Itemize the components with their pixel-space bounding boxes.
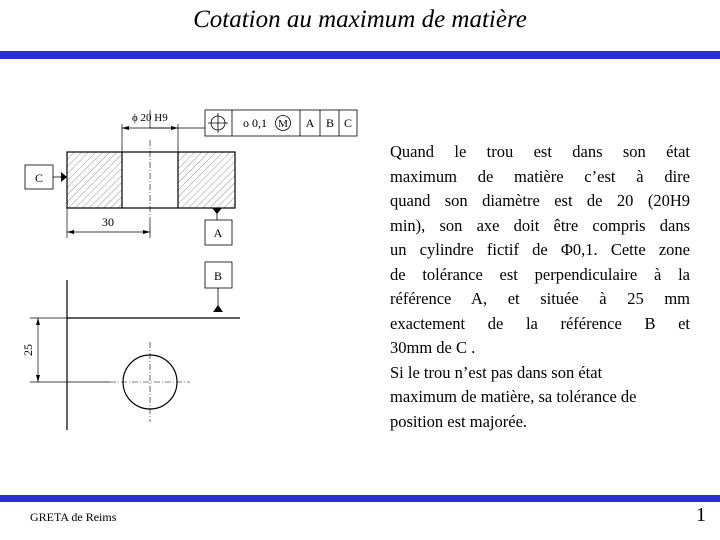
footer-divider [0,495,720,502]
text-line: min), son axe doit être compris dans [390,215,690,235]
datum-c-label: C [34,171,44,185]
page-number: 1 [696,504,706,526]
text-line: maximum de matière c’est à dire [390,166,690,186]
section-left-hatch [67,152,122,208]
datum-ref-c: C [343,116,353,130]
text-line: un cylindre fictif de Φ0,1. Cette zone [390,240,690,259]
technical-drawing [0,100,370,440]
explanation-text [390,140,690,434]
text-line: de tolérance est perpendiculaire à la [390,264,690,284]
header-divider [0,51,720,59]
text-line: exactement de la référence B et [390,313,690,333]
datum-ref-a: A [305,116,315,130]
tolerance-value: o 0,1 [243,116,267,130]
datum-ref-b: B [325,116,335,130]
mmc-modifier: M [278,118,288,130]
text-line: quand son diamètre est de 20 (20H9 [390,191,690,210]
page-title: Cotation au maximum de matière [193,6,527,33]
text-line: position est majorée. [390,411,528,431]
dim-30: 30 [102,215,114,229]
dim-25: 25 [21,344,35,356]
text-line: Si le trou n’est pas dans son état [390,362,603,382]
diameter-label: ϕ 20 H9 [132,112,168,124]
datum-b-label: B [213,269,223,283]
text-line: 30mm de C . [390,338,476,357]
text-line: Quand le trou est dans son état [390,142,690,161]
section-right-hatch [178,152,235,208]
text-line: maximum de matière, sa tolérance de [390,387,637,406]
footer-organization: GRETA de Reims [30,510,117,524]
text-line: référence A, et située à 25 mm [390,289,690,308]
datum-a-label: A [213,226,223,240]
position-icon [208,113,228,133]
